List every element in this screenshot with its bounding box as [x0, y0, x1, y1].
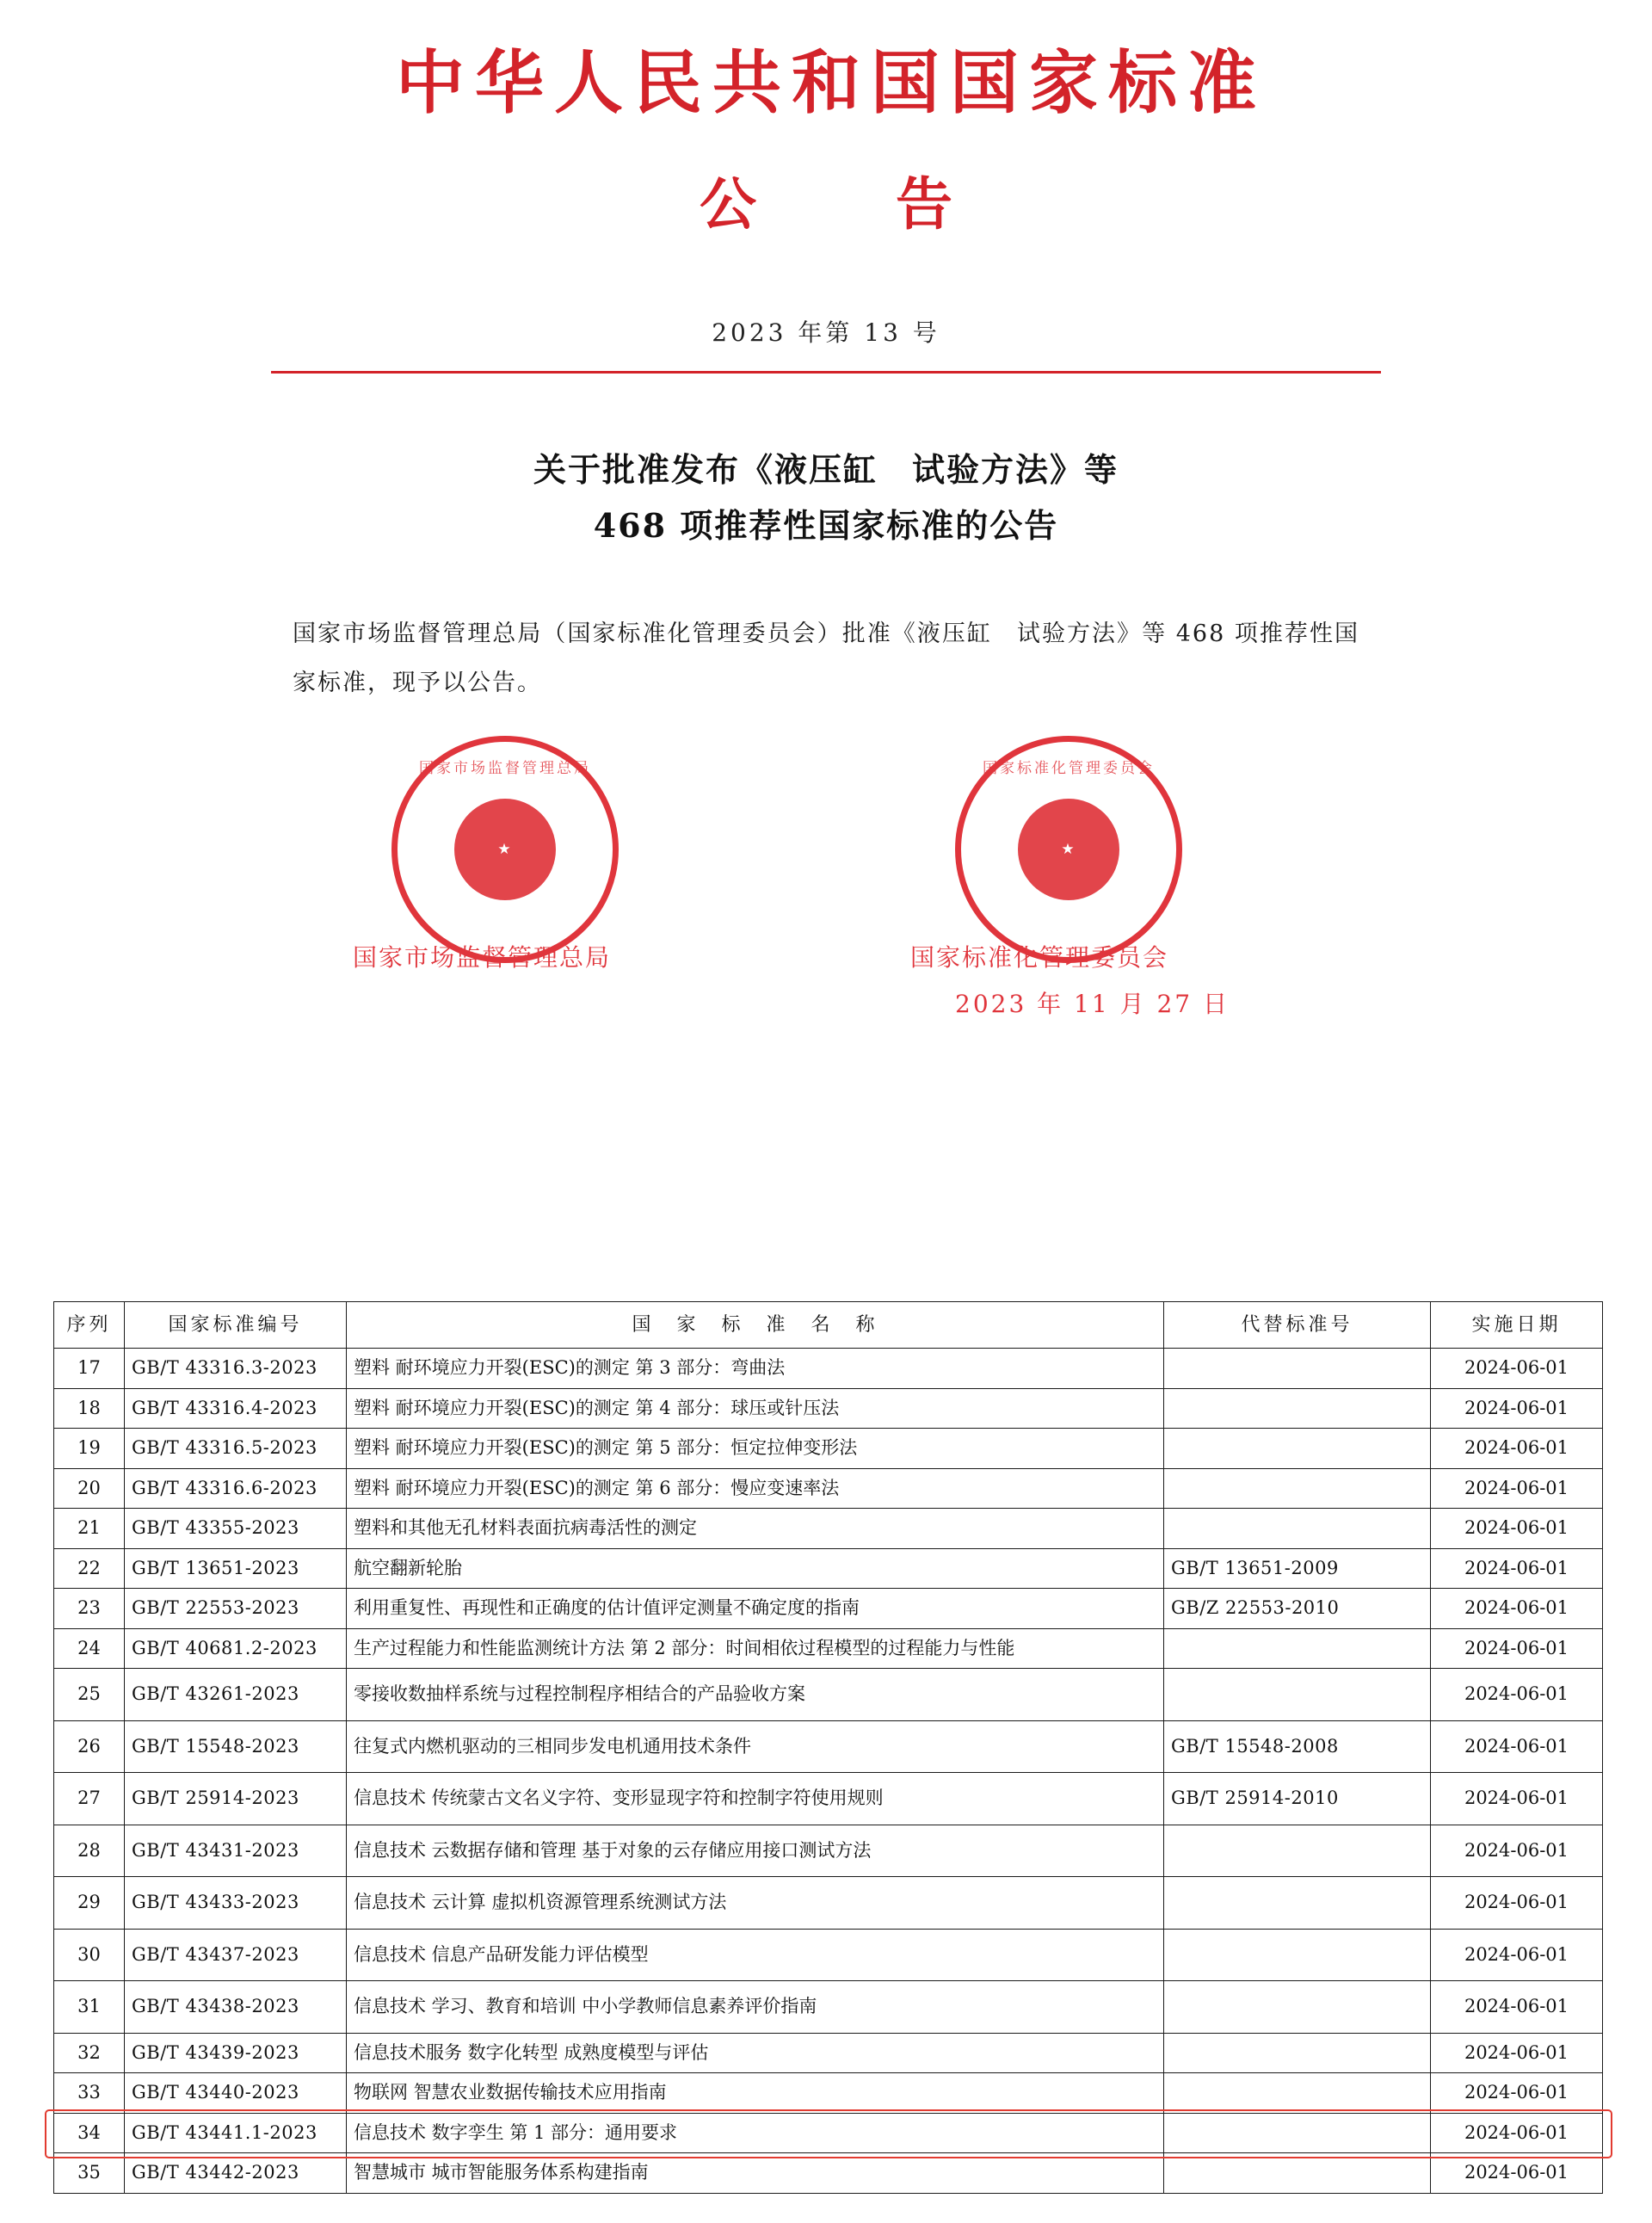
seal-sac [955, 736, 1182, 963]
table-row [54, 1669, 1603, 1721]
cell-replaced-number [1164, 1929, 1431, 1981]
cell-replaced-number: GB/Z 22553-2010 [1164, 1589, 1431, 1629]
cell-standard-name: 塑料 耐环境应力开裂(ESC)的测定 第 5 部分：恒定拉伸变形法 [347, 1429, 1164, 1469]
cell-effective-date: 2024-06-01 [1431, 1981, 1603, 2034]
cell-effective-date: 2024-06-01 [1431, 1669, 1603, 1721]
table-row [54, 2153, 1603, 2194]
seal-date: 2023 年 11 月 27 日 [955, 989, 1230, 1018]
table-row [54, 1429, 1603, 1469]
cell-standard-name: 塑料 耐环境应力开裂(ESC)的测定 第 3 部分：弯曲法 [347, 1349, 1164, 1389]
cell-effective-date: 2024-06-01 [1431, 2073, 1603, 2114]
header-seq: 序列 [54, 1302, 125, 1349]
cell-standard-number: GB/T 43437-2023 [125, 1929, 347, 1981]
cell-seq: 18 [54, 1388, 125, 1429]
standards-table [53, 1301, 1603, 2194]
seal-area [0, 727, 1652, 1018]
cell-effective-date: 2024-06-01 [1431, 1628, 1603, 1669]
cell-standard-number: GB/T 43316.3-2023 [125, 1349, 347, 1389]
cell-effective-date: 2024-06-01 [1431, 1468, 1603, 1509]
cell-seq: 21 [54, 1509, 125, 1549]
cell-standard-number: GB/T 43355-2023 [125, 1509, 347, 1549]
table-row [54, 1548, 1603, 1589]
issue-number: 2023 年第 13 号 [712, 318, 940, 347]
cell-seq: 35 [54, 2153, 125, 2194]
cell-seq: 25 [54, 1669, 125, 1721]
cell-replaced-number: GB/T 13651-2009 [1164, 1548, 1431, 1589]
cell-seq: 30 [54, 1929, 125, 1981]
cell-seq: 28 [54, 1825, 125, 1877]
cell-standard-number: GB/T 43438-2023 [125, 1981, 347, 2034]
cell-seq: 32 [54, 2033, 125, 2073]
cell-effective-date: 2024-06-01 [1431, 1773, 1603, 1825]
cell-effective-date: 2024-06-01 [1431, 2153, 1603, 2194]
cell-standard-number: GB/T 25914-2023 [125, 1773, 347, 1825]
cell-seq: 26 [54, 1720, 125, 1773]
cell-standard-number: GB/T 40681.2-2023 [125, 1628, 347, 1669]
cell-effective-date: 2024-06-01 [1431, 1349, 1603, 1389]
header-effective-date: 实施日期 [1431, 1302, 1603, 1349]
cell-standard-name: 塑料和其他无孔材料表面抗病毒活性的测定 [347, 1509, 1164, 1549]
red-divider [271, 371, 1381, 374]
table-row [54, 2033, 1603, 2073]
cell-standard-name: 物联网 智慧农业数据传输技术应用指南 [347, 2073, 1164, 2114]
table-row [54, 1929, 1603, 1981]
cell-replaced-number [1164, 1388, 1431, 1429]
cell-seq: 19 [54, 1429, 125, 1469]
seal-samr-arc-text: 国家市场监督管理总局 [419, 759, 591, 777]
cell-replaced-number [1164, 1349, 1431, 1389]
announcement-body-text: 国家市场监督管理总局（国家标准化管理委员会）批准《液压缸 试验方法》等 468 项推荐性国家标准，现予以公告。 [293, 621, 1359, 696]
cell-standard-name: 生产过程能力和性能监测统计方法 第 2 部分：时间相依过程模型的过程能力与性能 [347, 1628, 1164, 1669]
cell-standard-name: 塑料 耐环境应力开裂(ESC)的测定 第 4 部分：球压或针压法 [347, 1388, 1164, 1429]
cell-standard-number: GB/T 43316.6-2023 [125, 1468, 347, 1509]
cell-effective-date: 2024-06-01 [1431, 1548, 1603, 1589]
cell-effective-date: 2024-06-01 [1431, 1720, 1603, 1773]
cell-effective-date: 2024-06-01 [1431, 1509, 1603, 1549]
cell-seq: 33 [54, 2073, 125, 2114]
cell-standard-number: GB/T 22553-2023 [125, 1589, 347, 1629]
cell-standard-number: GB/T 43442-2023 [125, 2153, 347, 2194]
header-std-no: 国家标准编号 [125, 1302, 347, 1349]
cell-effective-date: 2024-06-01 [1431, 1929, 1603, 1981]
seal-sac-caption: 国家标准化管理委员会 [910, 942, 1169, 972]
cell-seq: 31 [54, 1981, 125, 2034]
cell-standard-name: 信息技术 学习、教育和培训 中小学教师信息素养评价指南 [347, 1981, 1164, 2034]
table-row [54, 1349, 1603, 1389]
cell-standard-number: GB/T 43261-2023 [125, 1669, 347, 1721]
cell-seq: 23 [54, 1589, 125, 1629]
cell-standard-number: GB/T 43440-2023 [125, 2073, 347, 2114]
cell-standard-number: GB/T 43316.5-2023 [125, 1429, 347, 1469]
cell-replaced-number [1164, 1429, 1431, 1469]
cell-replaced-number [1164, 1981, 1431, 2034]
cell-effective-date: 2024-06-01 [1431, 1388, 1603, 1429]
header-replaced-no: 代替标准号 [1164, 1302, 1431, 1349]
table-body [54, 1349, 1603, 2194]
seal-samr-caption: 国家市场监督管理总局 [353, 942, 612, 972]
table-row [54, 1773, 1603, 1825]
seal-sac-stars: ★ [1061, 840, 1076, 857]
cell-replaced-number [1164, 2033, 1431, 2073]
cell-seq: 34 [54, 2113, 125, 2153]
table-row [54, 1825, 1603, 1877]
seal-samr [391, 736, 619, 963]
cell-standard-name: 塑料 耐环境应力开裂(ESC)的测定 第 6 部分：慢应变速率法 [347, 1468, 1164, 1509]
cell-effective-date: 2024-06-01 [1431, 1825, 1603, 1877]
cell-standard-name: 往复式内燃机驱动的三相同步发电机通用技术条件 [347, 1720, 1164, 1773]
announcement-word: 公 告 [700, 170, 994, 238]
table-row [54, 1877, 1603, 1930]
cell-standard-number: GB/T 13651-2023 [125, 1548, 347, 1589]
table-row [54, 1509, 1603, 1549]
cell-standard-name: 信息技术 云计算 虚拟机资源管理系统测试方法 [347, 1877, 1164, 1930]
cell-replaced-number [1164, 1825, 1431, 1877]
cell-replaced-number [1164, 1468, 1431, 1509]
masthead [0, 0, 1652, 374]
cell-standard-name: 零接收数抽样系统与过程控制程序相结合的产品验收方案 [347, 1669, 1164, 1721]
cell-replaced-number [1164, 2073, 1431, 2114]
cell-replaced-number: GB/T 25914-2010 [1164, 1773, 1431, 1825]
cell-standard-name: 信息技术 数字孪生 第 1 部分：通用要求 [347, 2113, 1164, 2153]
cell-replaced-number [1164, 1877, 1431, 1930]
cell-standard-name: 航空翻新轮胎 [347, 1548, 1164, 1589]
cell-standard-number: GB/T 43439-2023 [125, 2033, 347, 2073]
table-header-row [54, 1302, 1603, 1349]
cell-seq: 20 [54, 1468, 125, 1509]
cell-seq: 24 [54, 1628, 125, 1669]
cell-standard-name: 利用重复性、再现性和正确度的估计值评定测量不确定度的指南 [347, 1589, 1164, 1629]
seal-sac-arc-text: 国家标准化管理委员会 [983, 759, 1155, 777]
seal-samr-stars: ★ [497, 840, 513, 857]
announcement-title-line1: 关于批准发布《液压缸 试验方法》等 [533, 450, 1119, 489]
cell-replaced-number [1164, 1509, 1431, 1549]
cell-standard-number: GB/T 15548-2023 [125, 1720, 347, 1773]
cell-standard-name: 信息技术服务 数字化转型 成熟度模型与评估 [347, 2033, 1164, 2073]
cell-replaced-number [1164, 1669, 1431, 1721]
cell-seq: 29 [54, 1877, 125, 1930]
cell-effective-date: 2024-06-01 [1431, 1589, 1603, 1629]
cell-standard-number: GB/T 43433-2023 [125, 1877, 347, 1930]
table-row [54, 1720, 1603, 1773]
cell-standard-number: GB/T 43316.4-2023 [125, 1388, 347, 1429]
table-row [54, 2073, 1603, 2114]
cell-effective-date: 2024-06-01 [1431, 2113, 1603, 2153]
announcement-title-line2: 468 项推荐性国家标准的公告 [593, 505, 1059, 545]
table-row [54, 1628, 1603, 1669]
cell-standard-name: 信息技术 传统蒙古文名义字符、变形显现字符和控制字符使用规则 [347, 1773, 1164, 1825]
cell-replaced-number: GB/T 15548-2008 [1164, 1720, 1431, 1773]
national-standard-title: 中华人民共和国国家标准 [396, 42, 1267, 123]
header-std-name: 国 家 标 准 名 称 [347, 1302, 1164, 1349]
table-row-highlighted [54, 2113, 1603, 2153]
table-row [54, 1388, 1603, 1429]
announcement-body [293, 610, 1359, 707]
announcement-title [0, 442, 1652, 553]
cell-seq: 22 [54, 1548, 125, 1589]
table-row [54, 1589, 1603, 1629]
cell-standard-name: 信息技术 云数据存储和管理 基于对象的云存储应用接口测试方法 [347, 1825, 1164, 1877]
standards-table-container [53, 1301, 1602, 2194]
table-row [54, 1981, 1603, 2034]
cell-effective-date: 2024-06-01 [1431, 1877, 1603, 1930]
cell-standard-number: GB/T 43441.1-2023 [125, 2113, 347, 2153]
cell-seq: 17 [54, 1349, 125, 1389]
cell-effective-date: 2024-06-01 [1431, 1429, 1603, 1469]
cell-standard-number: GB/T 43431-2023 [125, 1825, 347, 1877]
cell-standard-name: 信息技术 信息产品研发能力评估模型 [347, 1929, 1164, 1981]
cell-effective-date: 2024-06-01 [1431, 2033, 1603, 2073]
cell-replaced-number [1164, 1628, 1431, 1669]
cell-seq: 27 [54, 1773, 125, 1825]
cell-replaced-number [1164, 2153, 1431, 2194]
table-row [54, 1468, 1603, 1509]
cell-replaced-number [1164, 2113, 1431, 2153]
cell-standard-name: 智慧城市 城市智能服务体系构建指南 [347, 2153, 1164, 2194]
